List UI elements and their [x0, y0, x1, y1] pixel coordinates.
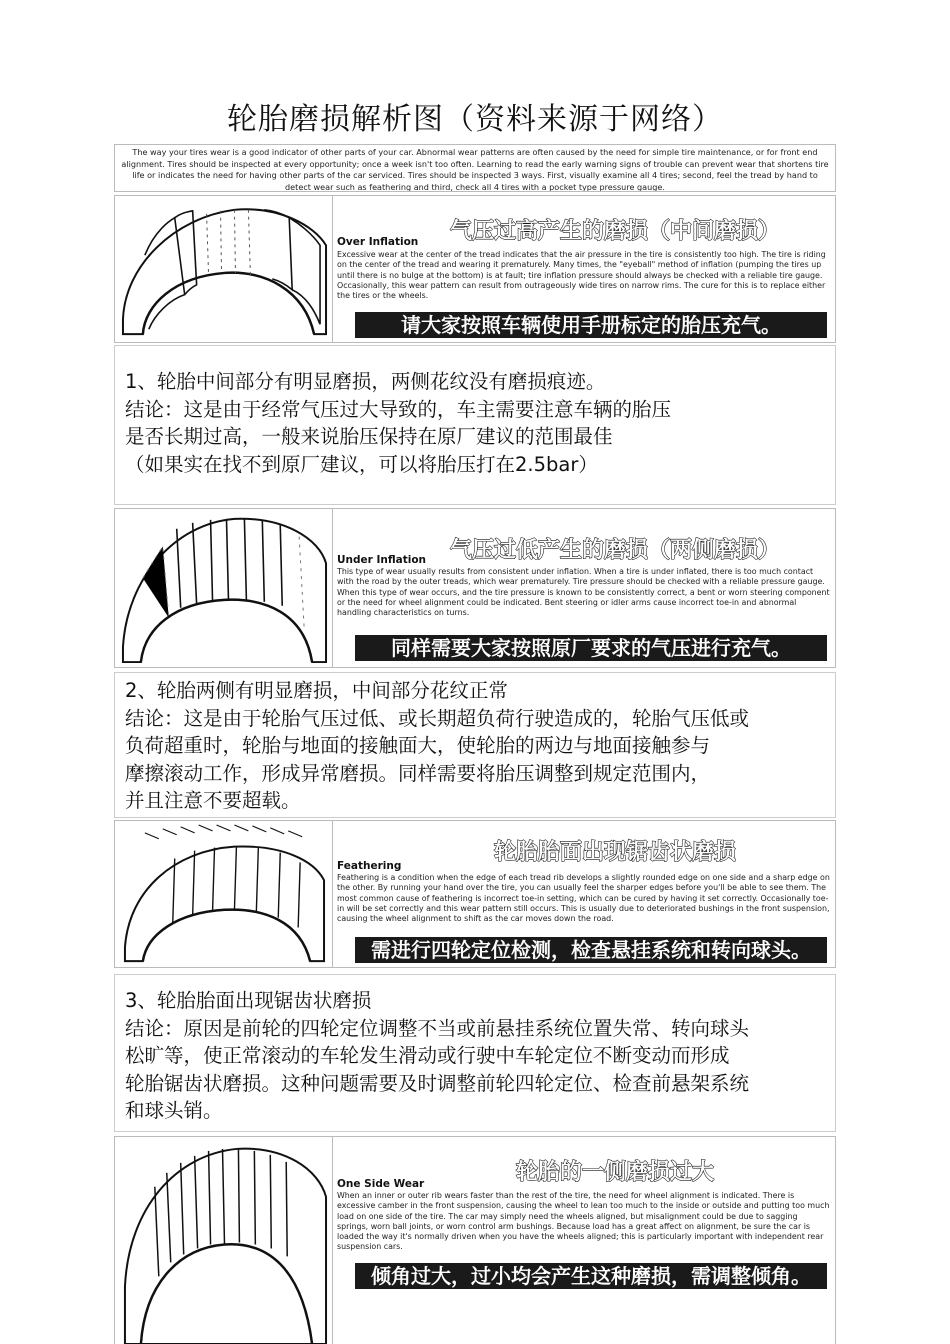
intro-text: The way your tires wear is a good indicator of other parts of your car. Abnormal wear patterns are often caused by the need for simple tire maintenance, or for front end alignment. Tires should be inspected at every opportunity; once a week isn't too often. Learning to read the early warning signs of trouble can prevent wear that shortens tire life or indicates the need for having other parts of the car serviced. Tires should be inspected 3 ways. First, visually examine all 4 tires; second, feel the tread by hand to detect wear such as feathering and third, check all 4 tires with a pocket type pressure gauge. [114, 144, 836, 192]
conclusion-line: 2、轮胎两侧有明显磨损，中间部分花纹正常 [125, 679, 508, 702]
conclusion-line: 松旷等，使正常滚动的车轮发生滑动或行驶中车轮定位不断变动而形成 [125, 1044, 730, 1067]
page-title: 轮胎磨损解析图（资料来源于网络） [227, 102, 723, 137]
section-description: When an inner or outer rib wears faster than the rest of the tire, the need for wheel alignment is indicated. There is excessive camber in the front suspension, causing the wheel to lean too much to the inside or outside and putting too much load on one side of the tire. The car may simply need the wheels aligned, but misalignment could be due to sagging springs, worn ball joints, or worn control arm bushings. Because load has a great affect on alignment, be sure the car is loaded the way it's normally driven when you have the wheels aligned; this is particularly important with independent rear suspension cars. [337, 1191, 830, 1252]
section-subtitle: One Side Wear [337, 1178, 425, 1190]
conclusion-line: 1、轮胎中间部分有明显磨损，两侧花纹没有磨损痕迹。 [125, 370, 606, 393]
panel-feathering [114, 820, 836, 968]
conclusion-line: 结论：这是由于轮胎气压过低、或长期超负荷行驶造成的，轮胎气压低或 [125, 706, 750, 730]
conclusion-line: 和球头销。 [125, 1099, 223, 1122]
section-description: This type of wear usually results from consistent under inflation. When a tire is under inflated, there is too much contact with the road by the outer treads, which wear prematurely. Tire pressure should be checked with a reliable pressure gauge. When this type of wear occurs, and the tire pressure is known to be consistently correct, a bent or worn steering component or the need for wheel alignment could be indicated. Bent steering or idler arms cause incorrect toe-in and abnormal handling characteristics on turns. [337, 567, 830, 618]
tire-over-inflation-illustration [115, 196, 333, 342]
section-heading: 轮胎的一侧磨损过大 [515, 1160, 714, 1185]
panel-one-side-wear [114, 1136, 836, 1344]
conclusion-line: 并且注意不要超载。 [125, 789, 301, 812]
section-heading: 气压过高产生的磨损（中间磨损） [449, 219, 780, 244]
tire-one-side-wear-illustration [115, 1137, 333, 1344]
section-subtitle: Under Inflation [337, 554, 427, 566]
conclusion-line: 结论：这是由于经常气压过大导致的，车主需要注意车辆的胎压 [125, 397, 672, 421]
advice-banner: 需进行四轮定位检测，检查悬挂系统和转向球头。 [355, 937, 827, 963]
conclusion-line: （如果实在找不到原厂建议，可以将胎压打在2.5bar） [125, 452, 598, 476]
tire-feathering-illustration [115, 821, 333, 967]
advice-banner: 请大家按照车辆使用手册标定的胎压充气。 [355, 312, 827, 338]
advice-banner: 同样需要大家按照原厂要求的气压进行充气。 [355, 635, 827, 661]
conclusion-line: 结论：原因是前轮的四轮定位调整不当或前悬挂系统位置失常、转向球头 [125, 1016, 750, 1040]
section-heading: 气压过低产生的磨损（两侧磨损） [449, 538, 780, 563]
section-heading: 轮胎胎面出现锯齿状磨损 [493, 840, 736, 865]
conclusion-block-1 [114, 345, 836, 505]
panel-over-inflation [114, 195, 836, 343]
conclusion-line: 是否长期过高，一般来说胎压保持在原厂建议的范围最佳 [125, 425, 613, 448]
conclusion-line: 轮胎锯齿状磨损。这种问题需要及时调整前轮四轮定位、检查前悬架系统 [125, 1071, 750, 1095]
section-description: Excessive wear at the center of the tread indicates that the air pressure in the tire is consistently too high. The tire is riding on the center of the tread and wearing it prematurely. Many times, the "eyeball" method of inflation (pumping the tires up until there is no bulge at the bottom) is at fault; tire inflation pressure should always be checked with a reliable tire gauge. Occasionally, this wear pattern can result from outrageously wide tires on narrow rims. The cure for this is to replace either the tires or the wheels. [337, 250, 826, 301]
section-description: Feathering is a condition when the edge of each tread rib develops a slightly rounded edge on one side and a sharp edge on the other. By running your hand over the tire, you can usually feel the sharper edges before you'll be able to see them. The most common cause of feathering is incorrect toe-in setting, which can be cured by having it set correctly. Occasionally toe-in will be set correctly and this wear pattern still occurs. This is usually due to deteriorated bushings in the front suspension, causing the wheel alignment to shift as the car moves down the road. [337, 873, 830, 924]
conclusion-block-3 [114, 974, 836, 1132]
panel-under-inflation [114, 508, 836, 668]
section-subtitle: Feathering [337, 860, 402, 872]
section-subtitle: Over Inflation [337, 236, 419, 248]
advice-banner: 倾角过大，过小均会产生这种磨损，需调整倾角。 [355, 1263, 827, 1289]
conclusion-block-2 [114, 672, 836, 818]
conclusion-line: 3、轮胎胎面出现锯齿状磨损 [125, 989, 372, 1012]
tire-under-inflation-illustration [115, 509, 333, 667]
conclusion-line: 负荷超重时，轮胎与地面的接触面大，使轮胎的两边与地面接触参与 [125, 734, 711, 757]
conclusion-line: 摩擦滚动工作，形成异常磨损。同样需要将胎压调整到规定范围内， [125, 761, 711, 785]
